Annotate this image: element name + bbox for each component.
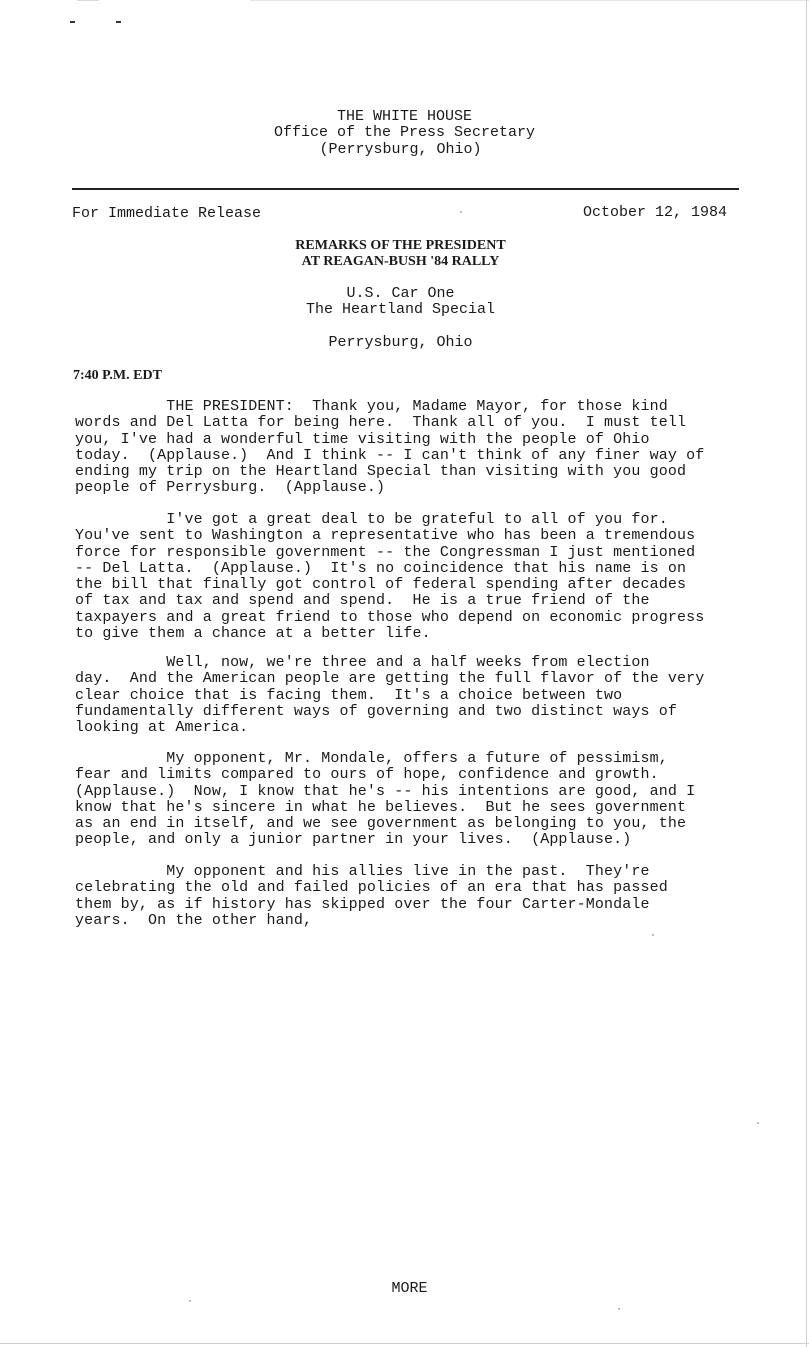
paragraph: I've got a great deal to be grateful to all of you for. You've sent to Washington a representative who has been a tremendous force for responsible government -- the Congressman I just mentioned -- Del Latta. (Applause.) It's no coincidence that his name is on the bill that finally got control of federal spending after decades of tax and tax and spend and spend. He is a true friend of the taxpayers and a great friend to those who depend on economic progress to give them a chance at a better life. bbox=[75, 511, 705, 643]
time-stamp: 7:40 P.M. EDT bbox=[73, 368, 162, 383]
title-line-2: AT REAGAN-BUSH '84 RALLY bbox=[301, 254, 500, 269]
scan-speck bbox=[189, 1300, 191, 1302]
paragraph: THE PRESIDENT: Thank you, Madame Mayor, for those kind words and Del Latta for being here. Thank all of you. I must tell you, I've had a wonderful time visiting with the people of Ohio today. (Applause.) And I think -- I can't think of any finer way of ending my trip on the Heartland Special than visiting with you good people of Perrysburg. (Applause.) bbox=[75, 398, 705, 497]
scan-mark bbox=[250, 0, 809, 1]
location-city: Perrysburg, Ohio bbox=[328, 334, 473, 351]
location-car: U.S. Car One bbox=[346, 285, 455, 302]
paragraph: Well, now, we're three and a half weeks from election day. And the American people are getting the full flavor of the very clear choice that is facing them. It's a choice between two fundamentally different ways of governing and two distinct ways of looking at America. bbox=[75, 654, 705, 737]
scan-speck bbox=[460, 211, 462, 213]
header-rule bbox=[72, 188, 739, 190]
page-edge-bottom bbox=[0, 1343, 809, 1344]
scan-dash bbox=[116, 21, 121, 23]
header-location: (Perrysburg, Ohio) bbox=[319, 141, 482, 158]
paragraph: My opponent and his allies live in the past. They're celebrating the old and failed policies of an era that has passed them by, as if history has skipped over the four Carter-Mondale years. On the other hand, bbox=[75, 863, 668, 929]
location-train: The Heartland Special bbox=[305, 301, 496, 318]
scan-speck bbox=[652, 934, 654, 936]
scan-dash bbox=[70, 21, 75, 23]
release-date: October 12, 1984 bbox=[583, 204, 728, 221]
scan-speck bbox=[757, 1122, 759, 1124]
header-press-office: Office of the Press Secretary bbox=[273, 124, 536, 141]
page-edge-right bbox=[806, 0, 807, 1347]
title-line-1: REMARKS OF THE PRESIDENT bbox=[295, 238, 506, 253]
scan-mark bbox=[77, 0, 99, 1]
header-white-house: THE WHITE HOUSE bbox=[336, 108, 473, 125]
footer-more: MORE bbox=[391, 1280, 428, 1297]
paragraph: My opponent, Mr. Mondale, offers a future of pessimism, fear and limits compared to ours of hope, confidence and growth. (Applause.) Now, I know that he's -- his intentions are good, and I know that he's sincere in what he believes. But he sees government as an end in itself, and we see government as belonging to you, the people, and only a junior partner in your lives. (Applause.) bbox=[75, 750, 696, 849]
scan-speck bbox=[618, 1308, 620, 1310]
release-label: For Immediate Release bbox=[72, 205, 262, 222]
